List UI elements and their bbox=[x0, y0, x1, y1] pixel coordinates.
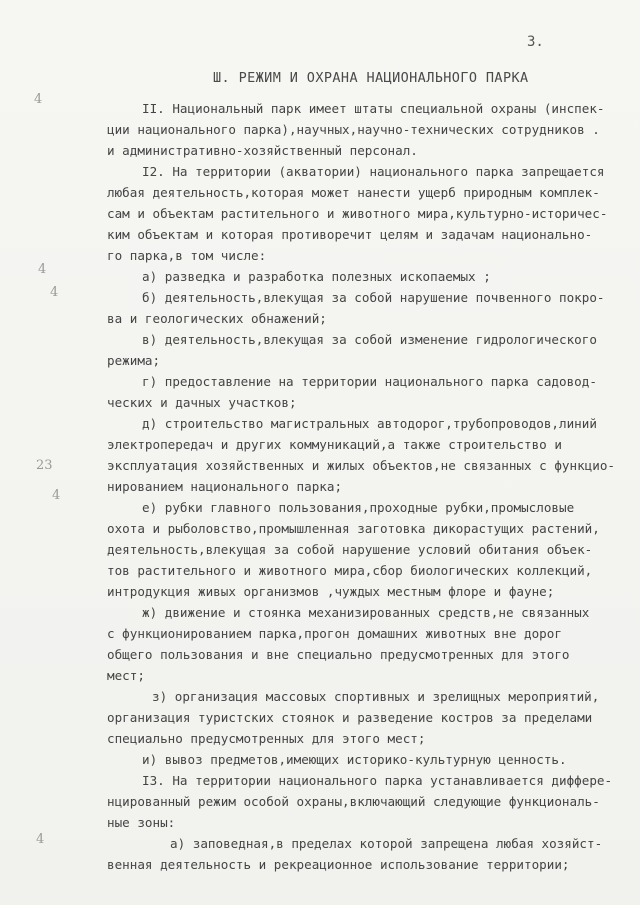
text-line: интродукция живых организмов ,чуждых местным флоре и фауне; bbox=[107, 584, 555, 599]
text-line: эксплуатация хозяйственных и жилых объектов,не связанных с функцио- bbox=[107, 458, 615, 473]
text-line: деятельность,влекущая за собой нарушение условий обитания объек- bbox=[107, 542, 593, 557]
text-line: охота и рыболовство,промышленная заготовка дикорастущих растений, bbox=[107, 521, 600, 536]
text-line: ж) движение и стоянка механизированных средств,не связанных bbox=[142, 605, 590, 620]
margin-mark: 23 bbox=[36, 458, 53, 473]
text-line: общего пользования и вне специально предусмотренных для этого bbox=[107, 647, 570, 662]
text-line: ва и геологических обнажений; bbox=[107, 311, 327, 326]
text-line: г) предоставление на территории национального парка садовод- bbox=[142, 374, 597, 389]
margin-mark: 4 bbox=[36, 832, 45, 847]
text-line: в) деятельность,влекущая за собой изменение гидрологического bbox=[142, 332, 597, 347]
text-line: ким объектам и которая противоречит целям и задачам национально- bbox=[107, 227, 593, 242]
text-line: тов растительного и животного мира,сбор биологических коллекций, bbox=[107, 563, 593, 578]
text-line: е) рубки главного пользования,проходные рубки,промысловые bbox=[142, 500, 575, 515]
text-line: II. Национальный парк имеет штаты специальной охраны (инспек- bbox=[142, 101, 605, 116]
margin-mark: 4 bbox=[52, 488, 61, 503]
text-line: а) заповедная,в пределах которой запрещена любая хозяйст- bbox=[170, 836, 603, 851]
text-line: любая деятельность,которая может нанести ущерб природным комплек- bbox=[107, 185, 600, 200]
text-line: нированием национального парка; bbox=[107, 479, 343, 494]
text-line: ции национального парка),научных,научно-технических сотрудников . bbox=[107, 122, 600, 137]
text-line: мест; bbox=[107, 668, 145, 683]
text-line: специально предусмотренных для этого мест; bbox=[107, 731, 426, 746]
text-line: ные зоны: bbox=[107, 815, 176, 830]
text-line: организация туристских стоянок и разведение костров за пределами bbox=[107, 710, 593, 725]
text-line: з) организация массовых спортивных и зрелищных мероприятий, bbox=[152, 689, 600, 704]
text-line: го парка,в том числе: bbox=[107, 248, 267, 263]
text-line: нцированный режим особой охраны,включающий следующие функциональ- bbox=[107, 794, 600, 809]
page-number: 3. bbox=[527, 34, 544, 50]
margin-mark: 4 bbox=[38, 262, 47, 277]
text-line: и административно-хозяйственный персонал. bbox=[107, 143, 418, 158]
margin-mark: 4 bbox=[34, 92, 43, 107]
text-line: д) строительство магистральных автодорог,трубопроводов,линий bbox=[142, 416, 597, 431]
text-line: венная деятельность и рекреационное использование территории; bbox=[107, 857, 570, 872]
text-line: сам и объектам растительного и животного мира,культурно-историчес- bbox=[107, 206, 608, 221]
text-line: б) деятельность,влекущая за собой нарушение почвенного покро- bbox=[142, 290, 605, 305]
text-line: ческих и дачных участков; bbox=[107, 395, 297, 410]
margin-mark: 4 bbox=[50, 285, 59, 300]
section-title: Ш. РЕЖИМ И ОХРАНА НАЦИОНАЛЬНОГО ПАРКА bbox=[213, 70, 529, 86]
text-line: I3. На территории национального парка устанавливается диффере- bbox=[142, 773, 613, 788]
text-line: режима; bbox=[107, 353, 161, 368]
text-line: с функционированием парка,прогон домашних животных вне дорог bbox=[107, 626, 562, 641]
text-line: а) разведка и разработка полезных ископаемых ; bbox=[142, 269, 491, 284]
text-line: и) вывоз предметов,имеющих историко-культурную ценность. bbox=[142, 752, 567, 767]
text-line: I2. На территории (акватории) национального парка запрещается bbox=[142, 164, 605, 179]
text-line: электропередач и других коммуникаций,а также строительство и bbox=[107, 437, 562, 452]
